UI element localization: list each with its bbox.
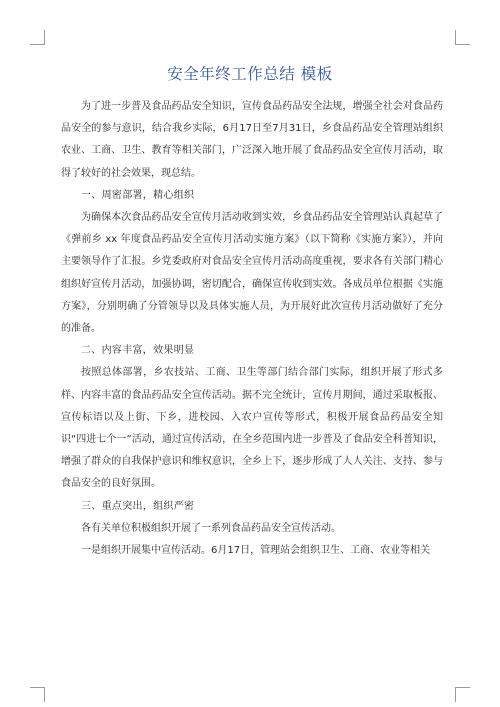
section-heading-3: 三、重点突出，组织严密 [81, 500, 195, 512]
crop-mark-top-right [455, 30, 470, 45]
paragraph-section-2: 按照总体部署，乡农技站、工商、卫生等部门结合部门实际，组织开展了形式多样、内容丰富的食品药品安全宣传活动。据不完全统计，宣传月期间，通过采取板报、宣传标语以及上街、下乡，进校园、入农户宣传等形式，积极开展食品药品安全知识“四进七个一”活动，通过宣传活动，在全乡范围内进一步普及了食品安全科普知识，增强了群众的自我保护意识和维权意识，全乡上下，逐步形成了人人关注、支持、参与食品安全的良好氛围。 [61, 367, 443, 490]
paragraph-intro: 为了进一步普及食品药品安全知识，宣传食品药品安全法规，增强全社会对食品药品安全的参与意识，结合我乡实际，6月17日至7月31日，乡食品药品安全管理站组织农业、工商、卫生、教育等相关部门，广泛深入地开展了食品药品安全宣传月活动，取得了较好的社会效果，现总结。 [61, 101, 443, 179]
crop-mark-bottom-right [455, 687, 470, 702]
section-heading-1: 一、周密部署，精心组织 [81, 189, 195, 201]
crop-mark-top-left [30, 30, 45, 45]
paragraph-section-1: 为确保本次食品药品安全宣传月活动收到实效，乡食品药品安全管理站认真起草了《弹前乡 xx 年度食品药品安全宣传月活动实施方案》（以下简称《实施方案》），并向主要领导作了汇报。乡党委政府对食品安全宣传月活动高度重视，要求各有关部门精心组织好宣传月活动，加强协调，密切配合，确保宣传收到实效。各成员单位根据《实施方案》，分别明确了分管领导以及具体实施人员，为开展好此次宣传月活动做好了充分的准备。 [61, 212, 443, 335]
paragraph-section-3-item-1: 一是组织开展集中宣传活动。6月17日，管理站会组织卫生、工商、农业等相关 [81, 545, 431, 557]
document-body [61, 96, 443, 562]
section-heading-2: 二、内容丰富，效果明显 [81, 345, 195, 357]
document-title: 安全年终工作总结 模板 [167, 65, 333, 83]
paragraph-section-3-intro: 各有关单位积极组织开展了一系列食品药品安全宣传活动。 [81, 522, 341, 534]
crop-mark-bottom-left [30, 687, 45, 702]
